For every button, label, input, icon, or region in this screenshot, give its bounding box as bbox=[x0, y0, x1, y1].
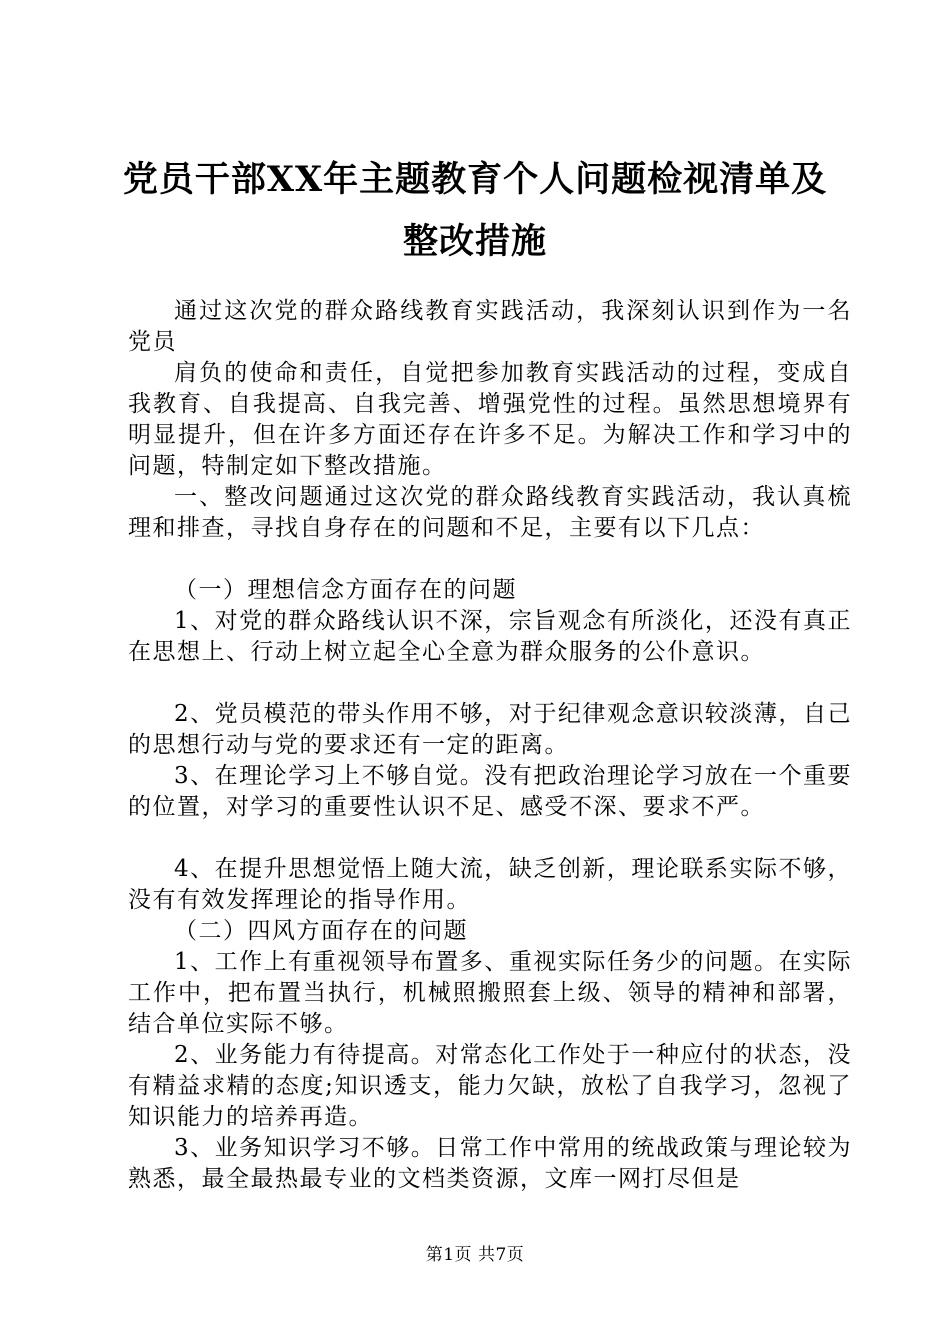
list-item-ideals-2: 2、党员模范的带头作用不够，对于纪律观念意识较淡薄，自己的思想行动与党的要求还有一定的距离。 bbox=[128, 701, 852, 758]
document-body bbox=[128, 296, 852, 1195]
paragraph-section-one: 一、整改问题通过这次党的群众路线教育实践活动，我认真梳理和排查，寻找自身存在的问题和不足，主要有以下几点： bbox=[128, 484, 852, 541]
list-item-ideals-1: 1、对党的群众路线认识不深，宗旨观念有所淡化，还没有真正在思想上、行动上树立起全心全意为群众服务的公仆意识。 bbox=[128, 608, 852, 665]
list-item-ideals-4: 4、在提升思想觉悟上随大流，缺乏创新，理论联系实际不够，没有有效发挥理论的指导作用。 bbox=[128, 856, 852, 913]
paragraph-responsibility: 肩负的使命和责任，自觉把参加教育实践活动的过程，变成自我教育、自我提高、自我完善、增强党性的过程。虽然思想境界有明显提升，但在许多方面还存在许多不足。为解决工作和学习中的问题，特制定如下整改措施。 bbox=[128, 360, 852, 479]
document-title-line-2: 整改措施 bbox=[402, 221, 547, 262]
list-item-styles-3: 3、业务知识学习不够。日常工作中常用的统战政策与理论较为熟悉，最全最热最专业的文档类资源，文库一网打尽但是 bbox=[128, 1135, 852, 1192]
paragraph-intro: 通过这次党的群众路线教育实践活动，我深刻认识到作为一名党员 bbox=[128, 298, 852, 355]
document-title-line-1: 党员干部XX年主题教育个人问题检视清单及 bbox=[122, 159, 828, 200]
list-item-ideals-3: 3、在理论学习上不够自觉。没有把政治理论学习放在一个重要的位置，对学习的重要性认识不足、感受不深、要求不严。 bbox=[128, 763, 852, 820]
subheading-ideals: （一）理想信念方面存在的问题 bbox=[174, 577, 517, 603]
page-footer: 第1页 共7页 bbox=[425, 1245, 525, 1265]
subheading-four-styles: （二）四风方面存在的问题 bbox=[174, 918, 468, 944]
list-item-styles-2: 2、业务能力有待提高。对常态化工作处于一种应付的状态，没有精益求精的态度;知识透支，能力欠缺，放松了自我学习，忽视了知识能力的培养再造。 bbox=[128, 1042, 852, 1130]
list-item-styles-1: 1、工作上有重视领导布置多、重视实际任务少的问题。在实际工作中，把布置当执行，机械照搬照套上级、领导的精神和部署，结合单位实际不够。 bbox=[128, 949, 852, 1037]
